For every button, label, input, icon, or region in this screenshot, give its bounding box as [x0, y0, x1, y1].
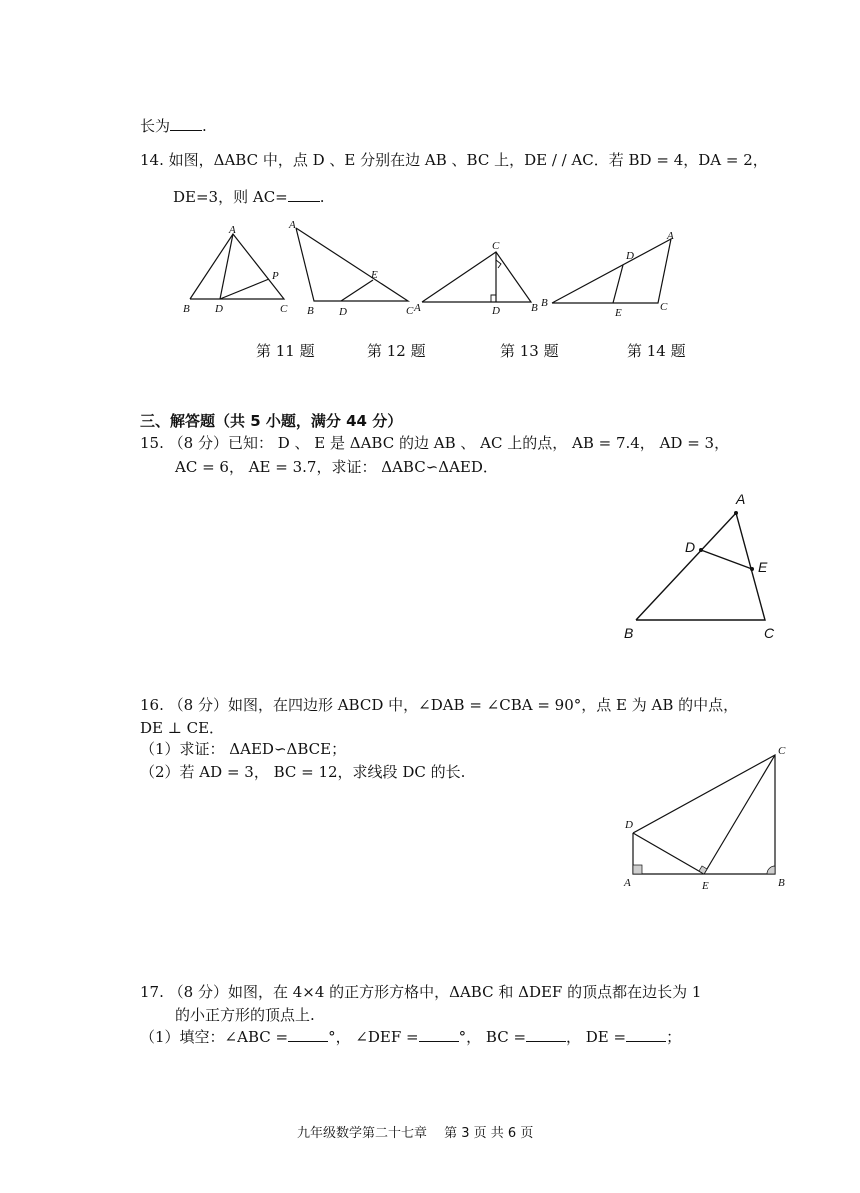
- label-b: B: [307, 305, 314, 317]
- triangle-abc: [552, 239, 671, 303]
- segment-de: [701, 550, 752, 569]
- answer-blank-abc[interactable]: [288, 1027, 328, 1042]
- q14-text: 如图，ΔABC 中，点 D 、E 分别在边 AB 、BC 上，DE / / AC．若 BD = 4，DA = 2，: [168, 151, 768, 169]
- answer-blank[interactable]: [170, 116, 202, 131]
- label-d: D: [339, 306, 347, 318]
- figure-q16: [618, 740, 793, 900]
- q15-line1: 15. （8 分）已知： D 、 E 是 ΔABC 的边 AB 、 AC 上的点， AB = 7.4， AD = 3，: [140, 434, 730, 452]
- page-footer: 九年级数学第二十七章 第 3 页 共 6 页: [297, 1126, 534, 1141]
- q13-tail: 长为 .: [140, 117, 207, 135]
- q17-line1: 17. （8 分）如图，在 4×4 的正方形方格中，ΔABC 和 ΔDEF 的顶点都在边长为 1: [140, 983, 702, 1001]
- label-d: D: [625, 819, 633, 831]
- right-angle-a: [633, 865, 642, 874]
- label-a: A: [229, 224, 236, 236]
- label-e: E: [615, 307, 622, 319]
- label-c: C: [778, 745, 786, 757]
- label-a: A: [736, 491, 746, 507]
- label-b: B: [183, 303, 190, 315]
- segment-de: [341, 280, 373, 301]
- quadrilateral-abcd: [633, 755, 775, 874]
- label-d: D: [626, 250, 634, 262]
- q15-line2: AC = 6， AE = 3.7，求证： ΔABC∽ΔAED．: [175, 458, 498, 476]
- segment-ce: [704, 755, 775, 874]
- q17-line2: 的小正方形的顶点上.: [175, 1006, 315, 1024]
- label-c: C: [660, 301, 668, 313]
- label-b: B: [541, 297, 548, 309]
- angle-mark-c: [496, 260, 501, 268]
- label-e: E: [702, 880, 709, 892]
- answer-blank-bc[interactable]: [526, 1027, 566, 1042]
- caption-fig13: 第 13 题: [500, 342, 559, 360]
- q15-number: 15.: [140, 434, 164, 452]
- figure-q15: [618, 488, 788, 648]
- label-d: D: [215, 303, 223, 315]
- right-angle-mark: [491, 295, 496, 302]
- label-a: A: [624, 877, 631, 889]
- label-c: C: [764, 625, 775, 641]
- answer-blank[interactable]: [288, 187, 320, 202]
- label-p: P: [272, 270, 279, 282]
- section-heading: 三、解答题（共 5 小题，满分 44 分）: [140, 412, 403, 430]
- label-b: B: [778, 877, 785, 889]
- caption-fig12: 第 12 题: [367, 342, 426, 360]
- label-d: D: [492, 305, 500, 317]
- q17-part1: （1）填空：∠ABC = °， ∠DEF = °， BC = ， DE = ；: [140, 1028, 682, 1046]
- q14-line1: [140, 150, 768, 170]
- q16-line2: DE ⊥ CE．: [140, 719, 225, 737]
- label-b: B: [624, 625, 634, 641]
- caption-fig14: 第 14 题: [627, 342, 686, 360]
- segment-de: [633, 833, 704, 874]
- triangle-abc: [296, 228, 408, 301]
- caption-fig11: 第 11 题: [256, 342, 315, 360]
- label-c: C: [406, 305, 414, 317]
- q14-number: 14.: [140, 151, 164, 169]
- answer-blank-def[interactable]: [419, 1027, 459, 1042]
- label-e: E: [758, 559, 768, 575]
- q16-number: 16.: [140, 696, 164, 714]
- q16-part2: （2）若 AD = 3， BC = 12，求线段 DC 的长.: [140, 763, 466, 781]
- figure-13: [412, 238, 547, 318]
- label-a: A: [289, 219, 296, 231]
- label-b: B: [531, 302, 538, 314]
- segment-de: [613, 265, 623, 303]
- triangle-abc: [190, 234, 284, 299]
- figure-14: [540, 228, 690, 323]
- label-a: A: [414, 302, 421, 314]
- q13-tail-text: 长为: [140, 117, 171, 135]
- answer-blank-de[interactable]: [626, 1027, 666, 1042]
- q16-part1: （1）求证： ΔAED∽ΔBCE；: [140, 740, 347, 758]
- triangle-acb: [422, 252, 531, 302]
- figure-12: [285, 218, 420, 318]
- right-angle-e: [699, 866, 707, 874]
- right-angle-b: [767, 866, 775, 874]
- q17-number: 17.: [140, 983, 164, 1001]
- segment-dp: [220, 279, 269, 299]
- label-c: C: [492, 240, 500, 252]
- q14-line2: DE=3，则 AC= .: [173, 188, 325, 206]
- label-e: E: [371, 269, 378, 281]
- label-a: A: [667, 230, 674, 242]
- label-d: D: [685, 539, 696, 555]
- figure-11: [180, 222, 300, 322]
- label-c: C: [280, 303, 288, 315]
- q16-line1: 16. （8 分）如图，在四边形 ABCD 中，∠DAB = ∠CBA = 90°，点 E 为 AB 的中点，: [140, 696, 739, 714]
